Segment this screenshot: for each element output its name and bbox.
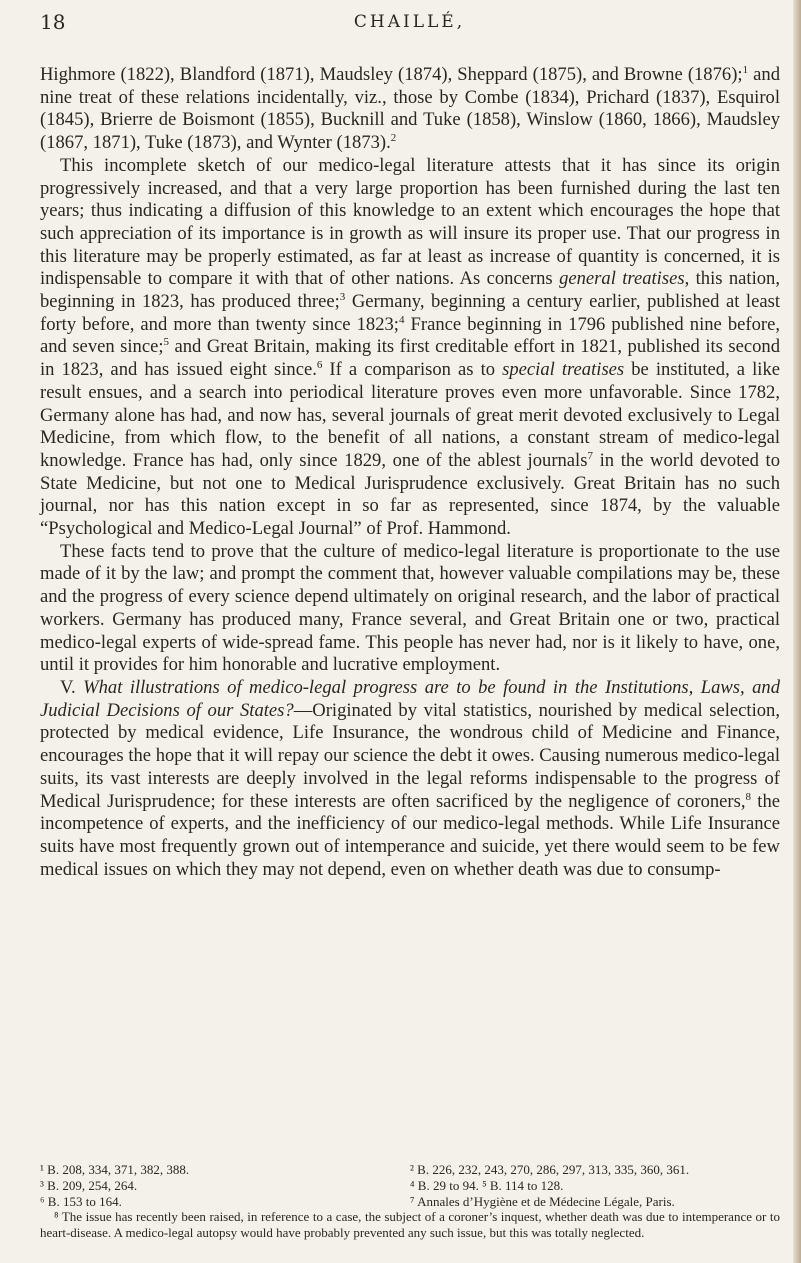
footnote-marker: 8	[745, 790, 752, 803]
footnote-marker: 6	[316, 358, 323, 371]
footnote-row	[40, 1162, 780, 1178]
footnote-4-5: ⁴ B. 29 to 94. ⁵ B. 114 to 128.	[410, 1177, 564, 1193]
text-run: If a comparison as to	[322, 359, 503, 381]
text-run: and nine treat of these relations incidentally, viz., those by Combe (1834), Prichard (1837), Esquirol (1845), Brierre de Boismont (1855), Bucknill and Tuke (1858), Winslow (1860, 1866), Maudsley (1867, 1871), Tuke (1873), and Wynter (1873).	[40, 64, 780, 154]
italic-text: special treatises	[502, 359, 625, 381]
page-edge-shadow	[793, 0, 801, 1263]
paragraph	[40, 64, 780, 155]
body-text	[40, 64, 780, 881]
footnote-2: ² B. 226, 232, 243, 270, 286, 297, 313, 335, 360, 361.	[410, 1162, 690, 1177]
text-run: France beginning in 1796 published nine before, and seven since;	[40, 313, 781, 358]
footnote-7: ⁷ Annales d’Hygiène et de Médecine Légale, Paris.	[410, 1193, 675, 1209]
footnote-row	[40, 1194, 780, 1210]
italic-text: What illustrations of medico-legal progress are to be found in the Institutions, Laws, and Judicial Decisions of our States?	[40, 676, 780, 721]
paragraph	[40, 541, 780, 677]
text-run: the incompetence of experts, and the inefficiency of our medico-legal methods. While Life Insurance suits have most frequently grown out of intemperance and suicide, yet there would seem to be few medical issues on which they may not depend, even on whether death was due to consump-	[40, 790, 780, 880]
footnote-6: ⁶ B. 153 to 164.	[40, 1193, 122, 1209]
footnote-marker: 1	[742, 63, 749, 76]
page-number: 18	[40, 10, 66, 34]
italic-text: general treatises	[559, 268, 685, 290]
footnote-8: ⁸ The issue has recently been raised, in reference to a case, the subject of a coroner’s inquest, whether death was due to intemperance or to heart-disease. A medico-legal autopsy would have probably prevented any such issue, but this was totally neglected.	[40, 1209, 780, 1241]
paragraph	[40, 155, 780, 541]
text-run: These facts tend to prove that the culture of medico-legal literature is proportionate to the use made of it by the law; and prompt the comment that, however valuable compilations may be, these and the progress of every science depend ultimately on original research, and the labor of practical workers. Germany has produced many, France several, and Great Britain one or two, practical medico-legal experts of wide-spread fame. This people has never had, nor is it likely to have, one, until it provides for him honorable and lucrative employment.	[40, 540, 780, 676]
text-run: and Great Britain, making its first creditable effort in 1821, published its second in 1823, and has issued eight since.	[40, 336, 780, 381]
footnotes	[40, 1162, 780, 1241]
footnote-1: ¹ B. 208, 334, 371, 382, 388.	[40, 1162, 190, 1177]
text-run: —Originated by vital statistics, nourished by medical selection, protected by medical evidence, Life Insurance, the wondrous child of Medicine and Finance, encourages the hope that it will repay our science the debt it owes. Causing numerous medico-legal suits, its vast interests are deeply involved in the legal reforms indispensable to the progress of Medical Jurisprudence; for these interests are often sacrificed by the negligence of coroners,	[40, 699, 780, 812]
footnote-marker: 7	[587, 449, 593, 462]
footnote-marker: 3	[339, 290, 346, 303]
text-run: in the world devoted to State Medicine, but not one to Medical Jurisprudence exclusively. Great Britain has no such journal, nor has this nation except in so far as represented, since 1874, by the valuable “Psychological and Medico-Legal Journal” of Prof. Hammond.	[40, 449, 781, 540]
text-run: , this nation, beginning in 1823, has produced three;	[40, 268, 781, 313]
footnote-3: ³ B. 209, 254, 264.	[40, 1177, 138, 1193]
page-header	[40, 0, 779, 36]
running-head: CHAILLÉ,	[353, 12, 466, 32]
text-run: Germany, beginning a century earlier, published at least forty before, and more than twenty since 1823;	[40, 291, 781, 335]
footnote-marker: 5	[163, 336, 170, 349]
text-run: This incomplete sketch of our medico-legal literature attests that it has since its origin progressively increased, and that a very large proportion has been furnished during the last ten years; thus indicating a diffusion of this knowledge to an extent which encourages the hope that such appreciation of its importance is in growth as will insure its proper use. That our progress in this literature may be properly estimated, as far at least as increase of quantity is concerned, it is indispensable to compare it with that of other nations. As concerns	[40, 154, 780, 290]
text-run: V.	[60, 676, 84, 698]
footnote-marker: 4	[398, 313, 405, 326]
paragraph	[40, 677, 780, 881]
footnote-row	[40, 1178, 780, 1194]
text-run: be instituted, a like result ensues, and a search into periodical literature proves even more unfavorable. Since 1782, Germany alone has had, and now has, several journals of great merit devoted exclusively to Legal Medicine, from which flow, to the benefit of all nations, a constant stream of medico-legal knowledge. France has had, only since 1829, one of the ablest journals	[40, 359, 780, 471]
footnote-marker: 2	[390, 131, 397, 144]
text-run: Highmore (1822), Blandford (1871), Maudsley (1874), Sheppard (1875), and Browne (1876);	[40, 64, 743, 85]
